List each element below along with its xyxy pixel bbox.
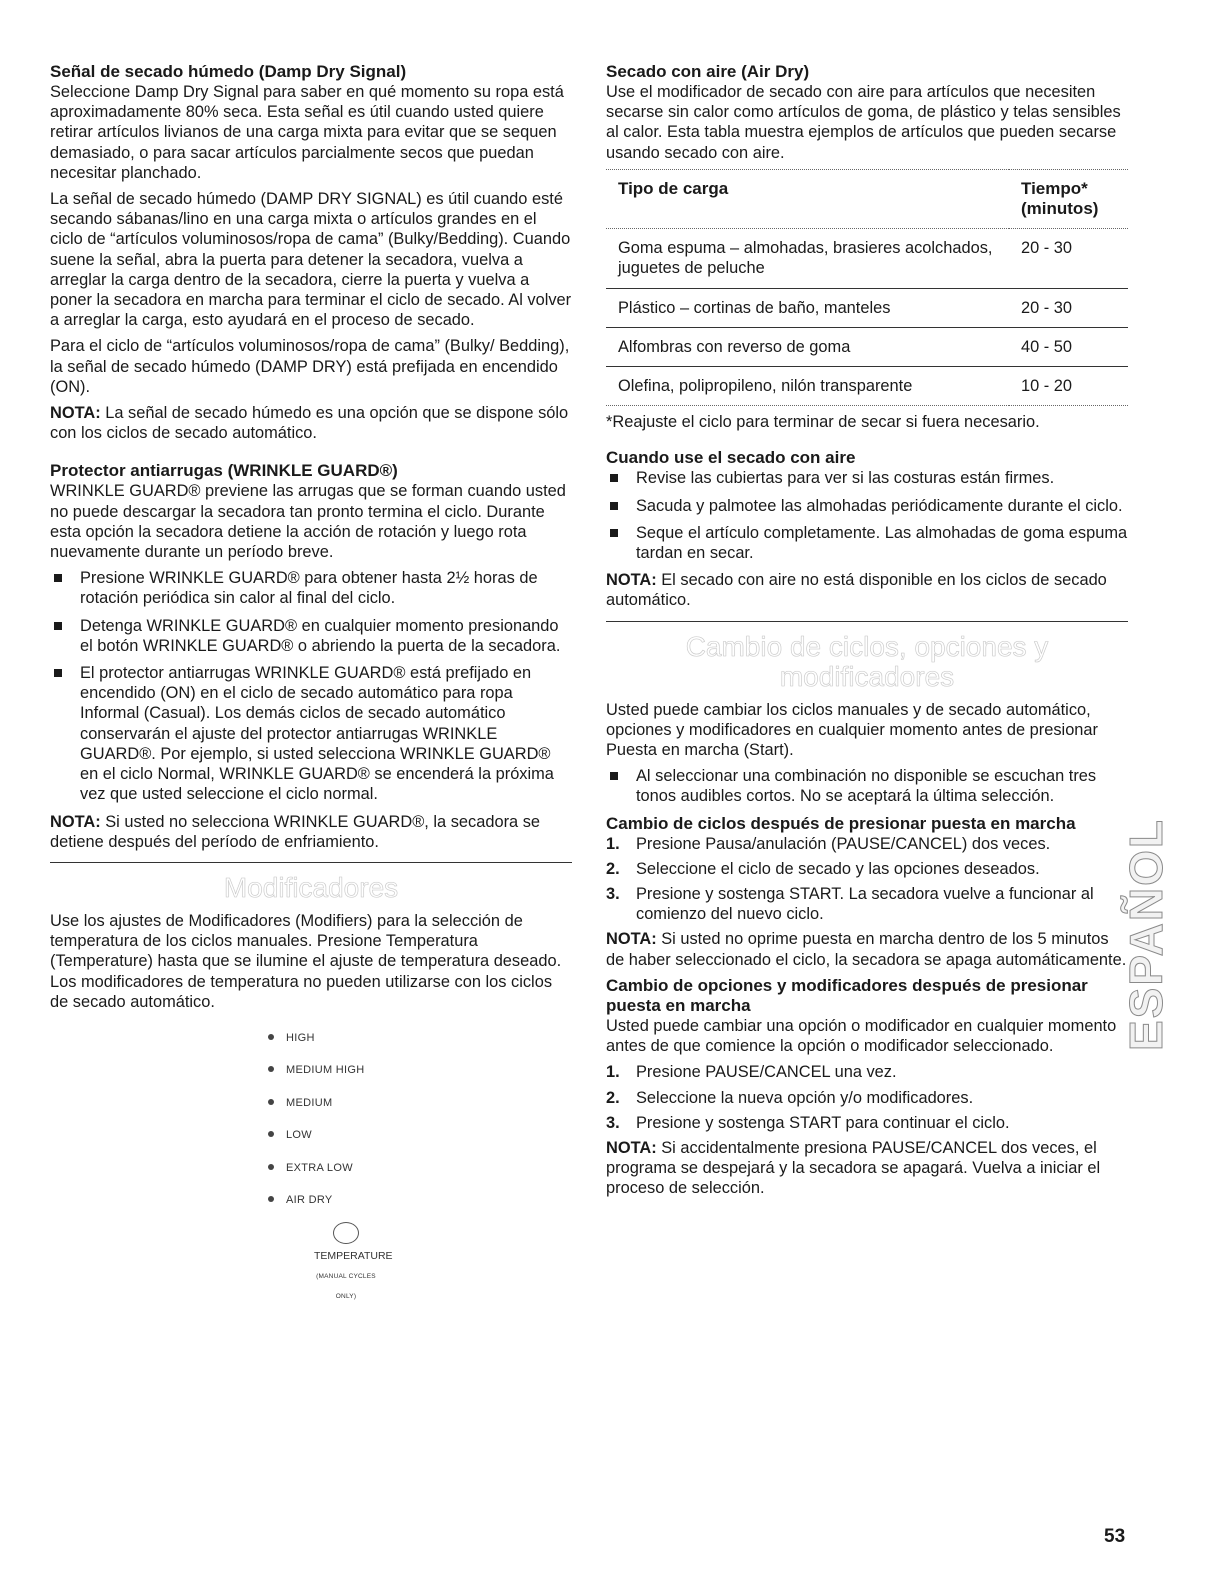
- note-label: NOTA:: [606, 1138, 657, 1157]
- column-header-time: Tiempo* (minutos): [1021, 178, 1099, 219]
- change-cycles-note: [606, 929, 1128, 969]
- table-header-row: [606, 169, 1128, 228]
- language-side-tab: ESPAÑOL: [1120, 818, 1172, 1052]
- knob-circle-icon: [333, 1222, 359, 1244]
- temperature-knob: [314, 1222, 393, 1307]
- when-air-dry-note: [606, 570, 1128, 610]
- time-cell: 20 - 30: [1021, 239, 1073, 258]
- list-item: Sacuda y palmotee las almohadas periódicamente durante el ciclo.: [606, 496, 1128, 516]
- note-label: NOTA:: [50, 404, 101, 423]
- section-divider: [50, 862, 572, 863]
- change-options-heading: Cambio de opciones y modificadores después de presionar puesta en marcha: [606, 975, 1088, 1015]
- right-column: [606, 62, 1128, 1205]
- option-extra-low: EXTRA LOW: [268, 1152, 572, 1184]
- list-item: El protector antiarrugas WRINKLE GUARD® está prefijado en encendido (ON) en el ciclo de secado automático para ropa Informal (Casual). Los demás ciclos de secado automático conservarán el ajuste del protector antiarrugas WRINKLE GUARD®. Por ejemplo, si usted selecciona WRINKLE GUARD® en el ciclo Normal, WRINKLE GUARD® se encenderá la próxima vez que usted seleccione el ciclo normal.: [50, 663, 572, 804]
- changing-list: [606, 766, 1128, 806]
- modifiers-title: Modificadores: [223, 871, 399, 903]
- note-text: Si accidentalmente presiona PAUSE/CANCEL dos veces, el programa se despejará y la secadora se apagará. Vuelva a iniciar el proceso de selección.: [606, 1138, 1101, 1198]
- change-options-steps: [606, 1062, 1128, 1133]
- note-text: El secado con aire no está disponible en los ciclos de secado automático.: [606, 571, 1107, 610]
- column-header-load: Tipo de carga: [618, 178, 729, 198]
- list-item: Seque el artículo completamente. Las almohadas de goma espuma tardan en secar.: [606, 523, 1128, 563]
- step-item: 3. Presione y sostenga START. La secadora vuelve a funcionar al comienzo del nuevo ciclo.: [606, 885, 1094, 924]
- list-item: Presione WRINKLE GUARD® para obtener hasta 2½ horas de rotación periódica sin calor al final del ciclo.: [50, 568, 572, 608]
- air-dry-table: [606, 169, 1128, 406]
- step-item: 2. Seleccione el ciclo de secado y las opciones deseados.: [606, 859, 1040, 878]
- air-dry-heading: Secado con aire (Air Dry): [606, 62, 810, 81]
- damp-dry-paragraph-1: Seleccione Damp Dry Signal para saber en qué momento su ropa está aproximadamente 80% seca. Esta señal es útil cuando usted quiere retirar artículos livianos de una carga mixta para evitar que se sequen demasiado, o para sacar artículos parcialmente secos que puedan necesitar planchado.: [50, 83, 564, 182]
- list-item: Al seleccionar una combinación no disponible se escuchan tres tonos audibles cortos. No se aceptará la última selección.: [606, 766, 1128, 806]
- table-row: [606, 367, 1128, 406]
- note-text: La señal de secado húmedo es una opción que se dispone sólo con los ciclos de secado automático.: [50, 404, 569, 443]
- air-dry-text: Use el modificador de secado con aire para artículos que necesiten secarse sin calor como artículos de goma, de plástico y telas sensibles al calor. Esta tabla muestra ejemplos de artículos que pueden secarse usando secado con aire.: [606, 83, 1121, 162]
- note-label: NOTA:: [606, 571, 657, 590]
- page-number: 53: [1104, 1526, 1126, 1547]
- load-cell: Goma espuma – almohadas, brasieres acolchados, juguetes de peluche: [618, 239, 993, 278]
- note-text: Si usted no oprime puesta en marcha dentro de los 5 minutos de haber seleccionado el ciclo, la secadora se apaga automáticamente.: [606, 930, 1127, 969]
- wrinkle-guard-note: [50, 812, 572, 852]
- step-item: 3. Presione y sostenga START para continuar el ciclo.: [606, 1113, 1010, 1132]
- damp-dry-heading: Señal de secado húmedo (Damp Dry Signal): [50, 62, 407, 81]
- change-cycles-heading: Cambio de ciclos después de presionar puesta en marcha: [606, 813, 1076, 833]
- table-row: [606, 327, 1128, 366]
- option-medium: MEDIUM: [268, 1087, 572, 1119]
- change-cycles-steps: [606, 834, 1128, 925]
- option-medium-high: MEDIUM HIGH: [268, 1054, 572, 1086]
- table-row: [606, 288, 1128, 327]
- wrinkle-guard-list: [50, 568, 572, 804]
- step-item: 2. Seleccione la nueva opción y/o modificadores.: [606, 1088, 974, 1107]
- option-air-dry: AIR DRY: [268, 1184, 572, 1216]
- time-cell: 20 - 30: [1021, 298, 1073, 317]
- list-item: Detenga WRINKLE GUARD® en cualquier momento presionando el botón WRINKLE GUARD® o abriendo la puerta de la secadora.: [50, 616, 572, 656]
- load-cell: Alfombras con reverso de goma: [618, 337, 851, 356]
- option-low: LOW: [268, 1119, 572, 1151]
- when-air-dry-list: [606, 468, 1128, 563]
- note-label: NOTA:: [50, 812, 101, 831]
- table-footnote: *Reajuste el ciclo para terminar de secar si fuera necesario.: [606, 413, 1040, 432]
- time-cell: 10 - 20: [1021, 377, 1073, 396]
- changing-text: Usted puede cambiar los ciclos manuales y de secado automático, opciones y modificadores en cualquier momento antes de presionar Puesta en marcha (Start).: [606, 700, 1098, 760]
- change-options-text: Usted puede cambiar una opción o modificador en cualquier momento antes de que comience la opción o modificador seleccionado.: [606, 1016, 1117, 1056]
- wrinkle-guard-heading: Protector antiarrugas (WRINKLE GUARD®): [50, 461, 398, 481]
- step-item: 1. Presione Pausa/anulación (PAUSE/CANCEL) dos veces.: [606, 834, 1051, 853]
- section-divider: [606, 621, 1128, 622]
- damp-dry-paragraph-3: Para el ciclo de “artículos voluminosos/ropa de cama” (Bulky/ Bedding), la señal de secado húmedo (DAMP DRY) está prefijada en encendido (ON).: [50, 337, 570, 396]
- left-column: [50, 62, 572, 1307]
- wrinkle-guard-intro: WRINKLE GUARD® previene las arrugas que se forman cuando usted no puede descargar la secadora tan pronto termina el ciclo. Durante esta opción la secadora detiene la acción de rotación y luego rota nuevamente durante un período breve.: [50, 482, 566, 562]
- modifiers-text: Use los ajustes de Modificadores (Modifiers) para la selección de temperatura de los ciclos manuales. Presione Temperatura (Temperature) hasta que se ilumine el ajuste de temperatura deseado. Los modificadores de temperatura no pueden utilizarse con los ciclos de secado automático.: [50, 911, 562, 1011]
- temperature-options: [268, 1022, 572, 1216]
- damp-dry-paragraph-2: La señal de secado húmedo (DAMP DRY SIGNAL) es útil cuando esté secando sábanas/lino en una carga mixta o artículos grandes en el ciclo de “artículos voluminosos/ropa de cama” (Bulky/Bedding). Cuando suene la señal, abra la puerta para detener la secadora, vuelva a arreglar la carga dentro de la secadora, cierre la puerta y vuelva a poner la secadora en marcha para terminar el ciclo de secado. Al volver a arreglar la carga, esto ayudará en el proceso de secado.: [50, 190, 572, 330]
- load-cell: Olefina, polipropileno, nilón transparente: [618, 377, 913, 396]
- table-row: [606, 229, 1128, 288]
- time-cell: 40 - 50: [1021, 337, 1073, 356]
- changing-title: Cambio de ciclos, opciones y modificadores: [685, 630, 1049, 692]
- when-air-dry-heading: Cuando use el secado con aire: [606, 448, 856, 468]
- option-high: HIGH: [268, 1022, 572, 1054]
- step-item: 1. Presione PAUSE/CANCEL una vez.: [606, 1063, 897, 1082]
- damp-dry-note: [50, 403, 572, 443]
- note-label: NOTA:: [606, 930, 657, 949]
- knob-label: TEMPERATURE: [314, 1250, 393, 1263]
- note-text: Si usted no selecciona WRINKLE GUARD®, la secadora se detiene después del período de enfriamiento.: [50, 812, 541, 851]
- load-cell: Plástico – cortinas de baño, manteles: [618, 298, 891, 317]
- change-options-note: [606, 1138, 1128, 1199]
- knob-sublabel: (MANUAL CYCLES ONLY): [316, 1272, 376, 1300]
- list-item: Revise las cubiertas para ver si las costuras están firmes.: [606, 468, 1128, 488]
